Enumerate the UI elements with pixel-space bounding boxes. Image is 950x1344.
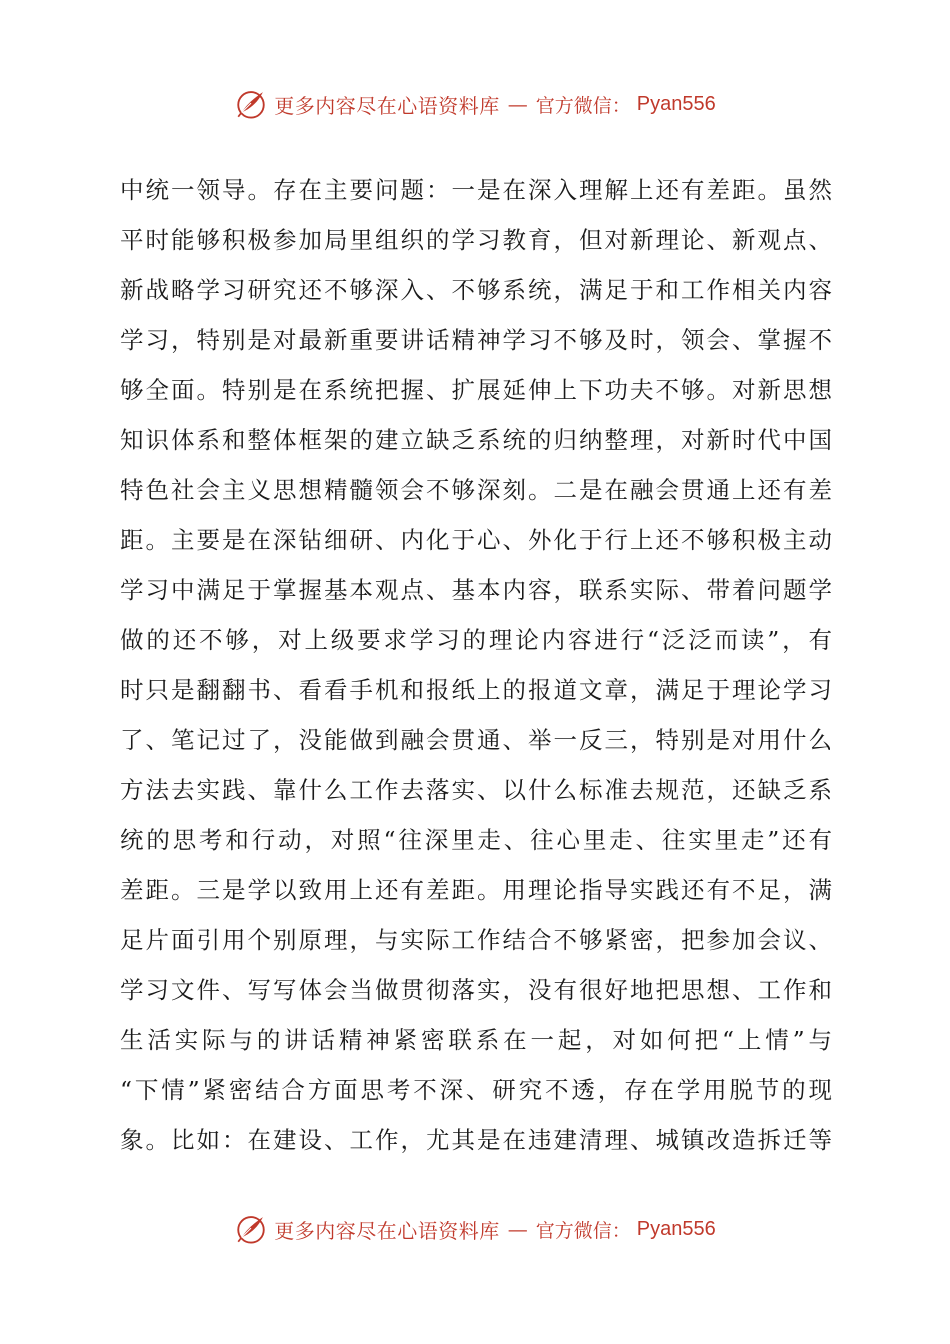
- text-line: 中统一领导。存在主要问题：一是在深入理解上还有差距。虽然: [120, 176, 832, 204]
- text-line: 做的还不够，对上级要求学习的理论内容进行“泛泛而读”，有: [120, 626, 832, 654]
- document-body: [120, 165, 832, 1165]
- text-line: 学习中满足于掌握基本观点、基本内容，联系实际、带着问题学: [120, 576, 832, 604]
- text-line: 距。主要是在深钻细研、内化于心、外化于行上还不够积极主动: [120, 526, 832, 554]
- header-watermark: [0, 84, 950, 124]
- text-line: “下情”紧密结合方面思考不深、研究不透，存在学用脱节的现: [120, 1076, 832, 1104]
- text-line: 象。比如：在建设、工作，尤其是在违建清理、城镇改造拆迁等: [120, 1126, 832, 1154]
- text-line: 了、笔记过了，没能做到融会贯通、举一反三，特别是对用什么: [120, 726, 832, 754]
- text-line: 生活实际与的讲话精神紧密联系在一起，对如何把“上情”与: [120, 1026, 832, 1054]
- text-line: 学习文件、写写体会当做贯彻落实，没有很好地把思想、工作和: [120, 976, 832, 1004]
- quill-logo-icon: [234, 87, 268, 121]
- site-name: 更多内容尽在心语资料库: [274, 1218, 500, 1243]
- text-line: 差距。三是学以致用上还有差距。用理论指导实践还有不足，满: [120, 876, 832, 904]
- wechat-handle: Pyan556: [636, 1217, 716, 1240]
- text-line: 时只是翻翻书、看看手机和报纸上的报道文章，满足于理论学习: [120, 676, 832, 704]
- site-name: 更多内容尽在心语资料库: [274, 93, 500, 118]
- text-line: 平时能够积极参加局里组织的学习教育，但对新理论、新观点、: [120, 226, 832, 254]
- text-line: 知识体系和整体框架的建立缺乏系统的归纳整理，对新时代中国: [120, 426, 832, 454]
- text-line: 特色社会主义思想精髓领会不够深刻。二是在融会贯通上还有差: [120, 476, 832, 504]
- quill-logo-icon: [234, 1212, 268, 1246]
- wechat-label: 官方微信：: [535, 1219, 631, 1242]
- text-line: 够全面。特别是在系统把握、扩展延伸上下功夫不够。对新思想: [120, 376, 832, 404]
- text-line: 新战略学习研究还不够深入、不够系统，满足于和工作相关内容: [120, 276, 832, 304]
- footer-watermark: [0, 1209, 950, 1249]
- text-line: 足片面引用个别原理，与实际工作结合不够紧密，把参加会议、: [120, 926, 832, 954]
- text-line: 统的思考和行动，对照“往深里走、往心里走、往实里走”还有: [120, 826, 832, 854]
- text-line: 学习，特别是对最新重要讲话精神学习不够及时，领会、掌握不: [120, 326, 832, 354]
- separator-dash: —: [507, 92, 528, 116]
- text-line: 方法去实践、靠什么工作去落实、以什么标准去规范，还缺乏系: [120, 776, 832, 804]
- wechat-label: 官方微信：: [535, 94, 631, 117]
- wechat-handle: Pyan556: [636, 92, 716, 115]
- separator-dash: —: [507, 1217, 528, 1241]
